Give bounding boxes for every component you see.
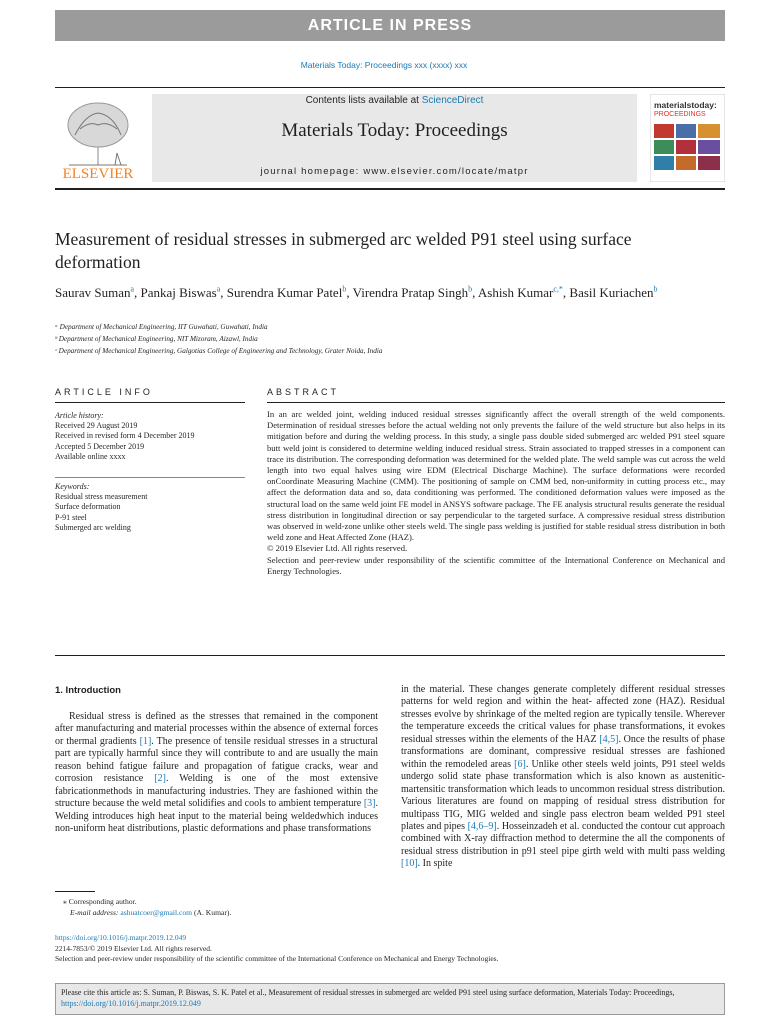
section-heading-introduction: 1. Introduction <box>55 685 121 696</box>
elsevier-wordmark: ELSEVIER <box>62 166 134 181</box>
citation-link[interactable]: [1] <box>139 735 152 747</box>
article-in-press-banner: ARTICLE IN PRESS <box>55 10 725 41</box>
author[interactable]: Pankaj Biswas$^a$, <box>140 285 227 301</box>
article-info-rule <box>55 402 245 403</box>
abstract-rule <box>267 402 725 403</box>
cite-doi-link[interactable]: https://doi.org/10.1016/j.matpr.2019.12.049 <box>61 999 201 1008</box>
header-bottom-rule <box>55 188 725 190</box>
citation-link[interactable]: [6] <box>514 758 526 770</box>
affiliation-a: ᵃ Department of Mechanical Engineering, IIT Guwahati, Guwahati, India <box>55 323 268 331</box>
abstract-body: In an arc welded joint, welding induced residual stresses significantly affect the overall strength of the weld components. Determination of residual stresses before the actual welding not only prevents the failure of the weld structure but also helps in its mitigation before and during the welding process. In this study, a single pass double sided submerged arc welded P91 steel square butt weld joint is considered to determine welding induced residual stress. Strain associated to trapped stresses in a component can trace its distribution. The corresponding deformation was determined for the welded plate. The weld sample was cut across the weld length into two equal halves using wire EDM (Electrical Discharge Machine). The surface deformations were recorded onCoordinate Measuring Machine (CMM). The positioning of sample on CMM bed, non-uniformity in cutting process etc., may affect the deformation data and so, data conditioning was performed. The conditioned deformation values were imposed as the structural load on the same weld joint FE model in ANSYS software package. The FE analysis structural results generate the residual stress distribution in longitudinal direction or say perpendicular to the targeted surface. A compressive residual stress distribution was observed in weld-zone unlike other steels weld. The single pass welding is justified for stable residual stress distribution in both weld zone and Heat Affected Zone (HAZ). © 2019 Elsevier Ltd. All rights reserved. Selection and peer-review under responsibility of the scientific committee of the International Conference on Mechanical and Energy Technologies. <box>267 409 725 576</box>
author[interactable]: Ashish Kumar$^{c,*}$, <box>477 285 570 301</box>
doi-link[interactable]: https://doi.org/10.1016/j.matpr.2019.12.049 <box>55 933 187 942</box>
author-list <box>55 281 715 301</box>
corresponding-author-footnote: ⁎ Corresponding author. E-mail address: ashuatcoer@gmail.com (A. Kumar). <box>63 897 232 917</box>
affiliation-c: ᶜ Department of Mechanical Engineering, Galgotias College of Engineering and Technology, Grater Noida, India <box>55 347 383 355</box>
author[interactable]: Saurav Suman$^a$, <box>55 285 141 301</box>
journal-title: Materials Today: Proceedings <box>281 120 508 141</box>
keyword: Residual stress measurement <box>55 492 148 502</box>
author[interactable]: Virendra Pratap Singh$^b$, <box>352 285 478 301</box>
abstract-bottom-rule <box>55 655 725 656</box>
affiliation-b: ᵇ Department of Mechanical Engineering, NIT Mizoram, Aizawl, India <box>55 335 258 343</box>
article-history: Article history: Received 29 August 2019 Received in revised form 4 December 2019 Accepted 5 December 2019 Available online xxxx <box>55 411 195 461</box>
citation-link[interactable]: [3] <box>363 798 376 810</box>
keywords: Keywords: Residual stress measurement Surface deformation P-91 steel Submerged arc welding <box>55 482 255 533</box>
journal-reference[interactable]: Materials Today: Proceedings xxx (xxxx) xxx <box>300 60 468 70</box>
author[interactable]: Basil Kuriachen$^b$ <box>569 285 658 301</box>
keyword: Surface deformation <box>55 502 121 512</box>
journal-cover-image[interactable] <box>650 94 725 182</box>
citation-link[interactable]: [2] <box>154 773 166 785</box>
cover-subtitle: PROCEEDINGS <box>654 111 706 118</box>
body-column-left: Residual stress is defined as the stresses that remained in the component after manufacturing and material processes within the absence of external forces or thermal gradients [1]. The presence of tensile residual stresses in a structural part are typically harmful since they will contribute to and are usually the main reason behind fatigue failure and propagation of fatigue cracks, wear and corrosion resistance [2]. Welding is one of the most extensive fabricationmethods in manufacturing industries. They are fashioned within the structure because the weld metal solidifies and cools to ambient temperature [3]. Welding introduces high heat input to the material being weldedwhich induces non-uniform heat distributions, plastic deformations and phase transformations <box>55 711 378 835</box>
cite-this-article-box: Please cite this article as: S. Suman, P. Biswas, S. K. Patel et al., Measurement of residual stresses in submerged arc welded P91 steel using surface deformation, Materials Today: Proceedings, https://doi.org/10.1016/j.matpr.2019.12.049 <box>55 983 725 1015</box>
journal-homepage[interactable]: journal homepage: www.elsevier.com/locate/matpr <box>260 166 529 177</box>
keyword: P-91 steel <box>55 512 87 522</box>
contents-line: Contents lists available at ScienceDirect <box>305 95 484 106</box>
keywords-rule <box>55 477 245 478</box>
article-title: Measurement of residual stresses in submerged arc welded P91 steel using surface deformation <box>55 229 632 272</box>
sciencedirect-link[interactable]: ScienceDirect <box>421 95 484 106</box>
cover-title: materialstoday: <box>654 100 717 110</box>
email-link[interactable]: ashuatcoer@gmail.com <box>120 908 193 917</box>
keyword: Submerged arc welding <box>55 522 131 532</box>
doi-block: https://doi.org/10.1016/j.matpr.2019.12.049 2214-7853/© 2019 Elsevier Ltd. All rights reserved. Selection and peer-review under responsibility of the scientific committee of the International Conference on Mechanical and Energy Technologies. <box>55 933 735 965</box>
citation-link[interactable]: [4,6–9] <box>467 820 497 832</box>
article-info-heading: ARTICLE INFO <box>55 387 153 397</box>
citation-link[interactable]: [10] <box>401 858 418 870</box>
footnote-rule <box>55 891 95 892</box>
elsevier-logo[interactable] <box>55 95 141 181</box>
header-top-rule <box>55 87 725 88</box>
body-column-right: in the material. These changes generate completely different residual stresses patterns for weld region and within the heat- affected zone (HAZ). Residual stresses evolve by shrinkage of the melted region are typically tensile. Wherever the temperature exceeds the critical values for phase transformations, it evokes residual stresses within the elements of the HAZ [4,5]. Once the results of phase transformations are dominant, compressive residual stresses are fashioned within the remodeled areas [6]. Unlike other steels weld joints, P91 steel welds undergo solid state phase transformation which is also known as austenitic-martensitic transformation which leads to uncommon residual stress distribution. Various literatures are found on mapping of residual stress distribution for multipass TIG, MIG welded and single pass electron beam welded P91 steel plates and pipes [4,6–9]. Hosseinzadeh et al. conducted the contour cut approach combined with X-ray diffraction method to determine the all the components of residual stress distribution in p91 steel pipe girth weld with multi pass welding [10]. In spite <box>401 684 725 870</box>
abstract-heading: ABSTRACT <box>267 387 340 397</box>
citation-link[interactable]: [4,5] <box>599 733 619 745</box>
author[interactable]: Surendra Kumar Patel$^b$, <box>226 285 353 301</box>
